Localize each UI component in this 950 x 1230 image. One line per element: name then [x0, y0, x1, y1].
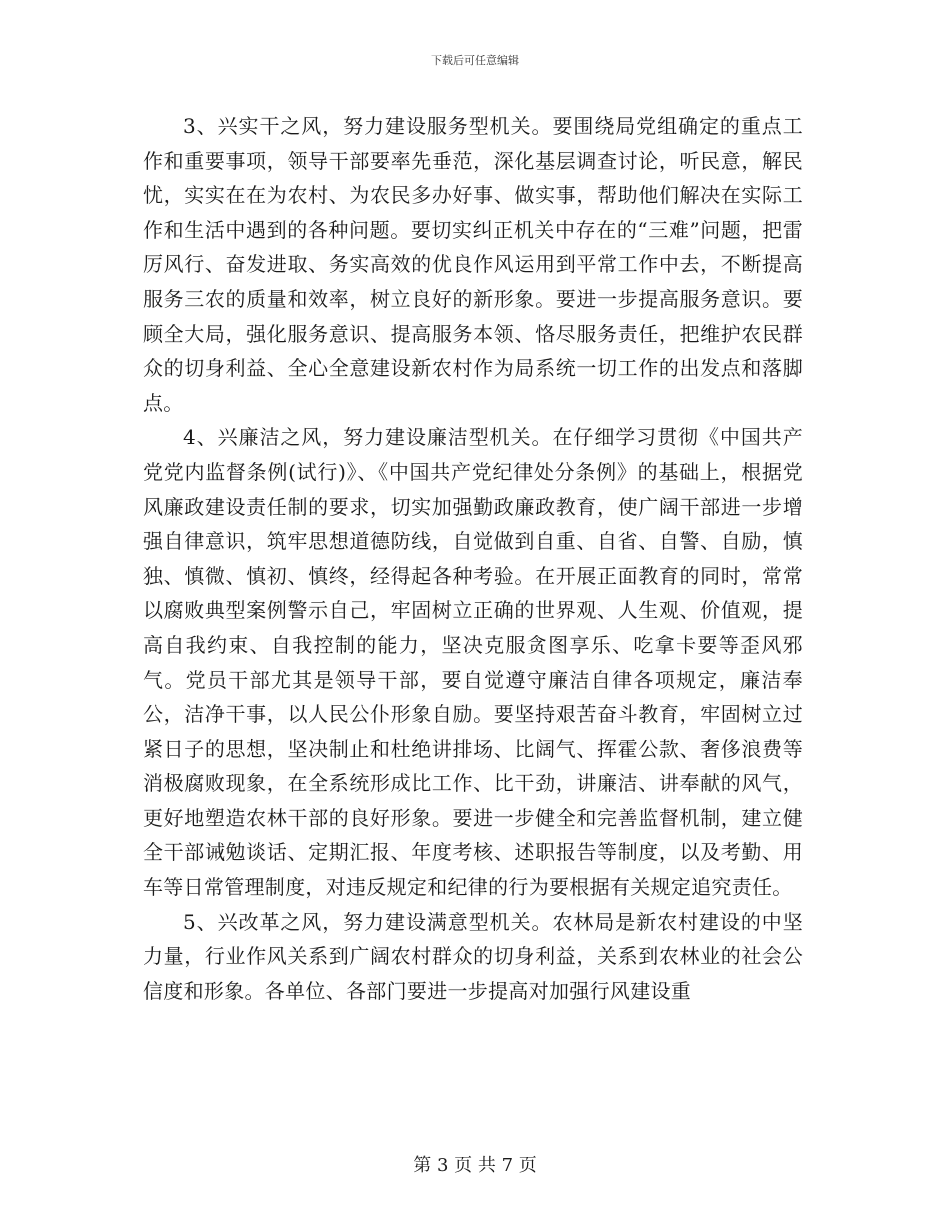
document-body — [143, 109, 803, 1008]
paragraph-4: 4、兴廉洁之风，努力建设廉洁型机关。在仔细学习贯彻《中国共产党党内监督条例(试行)》、《中国共产党纪律处分条例》的基础上，根据党风廉政建设责任制的要求，切实加强勤政廉政教育，使广阔干部进一步增强自律意识，筑牢思想道德防线，自觉做到自重、自省、自警、自励，慎独、慎微、慎初、慎终，经得起各种考验。在开展正面教育的同时，常常以腐败典型案例警示自己，牢固树立正确的世界观、人生观、价值观，提高自我约束、自我控制的能力，坚决克服贪图享乐、吃拿卡要等歪风邪气。党员干部尤其是领导干部，要自觉遵守廉洁自律各项规定，廉洁奉公，洁净干事，以人民公仆形象自励。要坚持艰苦奋斗教育，牢固树立过紧日子的思想，坚决制止和杜绝讲排场、比阔气、挥霍公款、奢侈浪费等消极腐败现象，在全系统形成比工作、比干劲，讲廉洁、讲奉献的风气，更好地塑造农林干部的良好形象。要进一步健全和完善监督机制，建立健全干部诫勉谈话、定期汇报、年度考核、述职报告等制度，以及考勤、用车等日常管理制度，对违反规定和纪律的行为要根据有关规定追究责任。 — [143, 425, 803, 900]
paragraph-3: 3、兴实干之风，努力建设服务型机关。要围绕局党组确定的重点工作和重要事项，领导干部要率先垂范，深化基层调查讨论，听民意，解民忧，实实在在为农村、为农民多办好事、做实事，帮助他们解决在实际工作和生活中遇到的各种问题。要切实纠正机关中存在的“三难”问题，把雷厉风行、奋发进取、务实高效的优良作风运用到平常工作中去，不断提高服务三农的质量和效率，树立良好的新形象。要进一步提高服务意识。要顾全大局，强化服务意识、提高服务本领、恪尽服务责任，把维护农民群众的切身利益、全心全意建设新农村作为局系统一切工作的出发点和落脚点。 — [143, 114, 803, 415]
page-footer: 第 3 页 共 7 页 — [413, 1155, 537, 1176]
paragraph-5: 5、兴改革之风，努力建设满意型机关。农林局是新农村建设的中坚力量，行业作风关系到广阔农村群众的切身利益，关系到农林业的社会公信度和形象。各单位、各部门要进一步提高对加强行风建设重 — [143, 909, 803, 1003]
page-header: 下载后可任意编辑 — [431, 54, 519, 67]
